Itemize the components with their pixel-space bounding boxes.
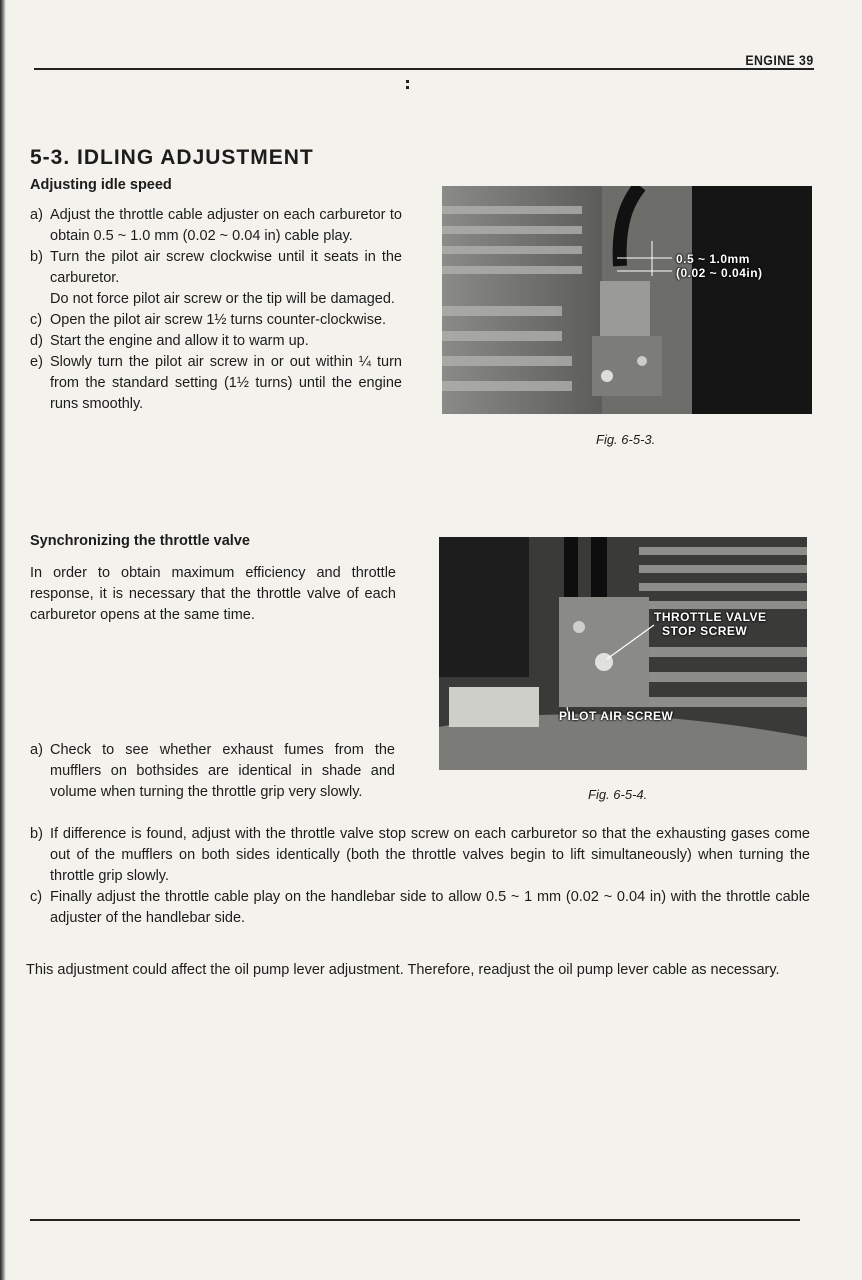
binding-edge bbox=[0, 0, 6, 1280]
idle-step-a bbox=[30, 205, 402, 247]
sync-step-c bbox=[30, 887, 810, 929]
idle-step-b bbox=[30, 247, 402, 289]
step-text: Check to see whether exhaust fumes from the mufflers on bothsides are identical in shade and volume when turning the throttle grip very slowly. bbox=[50, 742, 395, 800]
idle-step-e bbox=[30, 352, 402, 415]
step-text: Adjust the throttle cable adjuster on each carburetor to obtain 0.5 ~ 1.0 mm (0.02 ~ 0.04 in) cable play. bbox=[50, 207, 402, 244]
step-text: Turn the pilot air screw clockwise until it seats in the carburetor. bbox=[50, 249, 402, 286]
callout-line: STOP SCREW bbox=[662, 624, 748, 638]
scan-mark bbox=[406, 80, 410, 90]
throttle-stop-screw-callout bbox=[654, 610, 767, 638]
running-head: ENGINE 39 bbox=[745, 52, 814, 68]
idle-step-c bbox=[30, 310, 402, 331]
step-label: a) bbox=[30, 207, 43, 223]
step-label: a) bbox=[30, 742, 43, 758]
callout-line: (0.02 ~ 0.04in) bbox=[676, 266, 763, 280]
figure-caption: Fig. 6-5-3. bbox=[596, 432, 656, 447]
step-text: Slowly turn the pilot air screw in or out within ¼ turn from the standard setting (1½ turns) until the engine runs smoothly. bbox=[50, 354, 402, 412]
step-label: b) bbox=[30, 826, 43, 842]
carburetor-photo-screws bbox=[439, 537, 807, 770]
sync-intro: In order to obtain maximum efficiency and throttle response, it is necessary that the throttle valve of each carburetor opens at the same time. bbox=[30, 565, 396, 623]
step-label: e) bbox=[30, 354, 43, 370]
step-text: Start the engine and allow it to warm up. bbox=[50, 333, 309, 349]
idle-steps bbox=[30, 205, 402, 415]
step-text: If difference is found, adjust with the throttle valve stop screw on each carburetor so that the exhausting gases come out of the mufflers on both sides identically (both the throttle valves begin to lift simultaneously) when turning the throttle grip slowly. bbox=[50, 826, 810, 884]
callout-line: THROTTLE VALVE bbox=[654, 610, 767, 624]
step-label: d) bbox=[30, 333, 43, 349]
step-label: b) bbox=[30, 249, 43, 265]
callout-line: 0.5 ~ 1.0mm bbox=[676, 252, 750, 266]
pilot-air-screw-callout: PILOT AIR SCREW bbox=[559, 709, 674, 723]
figure-caption: Fig. 6-5-4. bbox=[588, 787, 648, 802]
sync-step-b bbox=[30, 824, 810, 887]
sync-heading: Synchronizing the throttle valve bbox=[30, 533, 250, 549]
sync-step-a bbox=[30, 740, 395, 803]
cable-play-callout bbox=[676, 252, 763, 280]
oil-pump-note: This adjustment could affect the oil pump lever adjustment. Therefore, readjust the oil pump lever cable as necessary. bbox=[26, 962, 780, 978]
idle-step-b-note bbox=[30, 289, 402, 310]
sync-step-a-block bbox=[30, 740, 395, 803]
sync-steps-wide bbox=[30, 824, 810, 929]
step-label: c) bbox=[30, 312, 43, 328]
idle-step-d bbox=[30, 331, 402, 352]
step-text: Finally adjust the throttle cable play on the handlebar side to allow 0.5 ~ 1 mm (0.02 ~ 0.04 in) with the throttle cable adjuster of the handlebar side. bbox=[50, 889, 810, 926]
step-text: Open the pilot air screw 1½ turns counter-clockwise. bbox=[50, 312, 387, 328]
idle-heading: Adjusting idle speed bbox=[30, 177, 172, 193]
carburetor-photo-cable-play bbox=[442, 186, 812, 414]
step-text: Do not force pilot air screw or the tip will be damaged. bbox=[50, 291, 395, 307]
section-title: 5-3. IDLING ADJUSTMENT bbox=[30, 146, 314, 169]
step-label: c) bbox=[30, 889, 43, 905]
footer-rule bbox=[30, 1219, 800, 1221]
header-rule bbox=[34, 68, 814, 70]
